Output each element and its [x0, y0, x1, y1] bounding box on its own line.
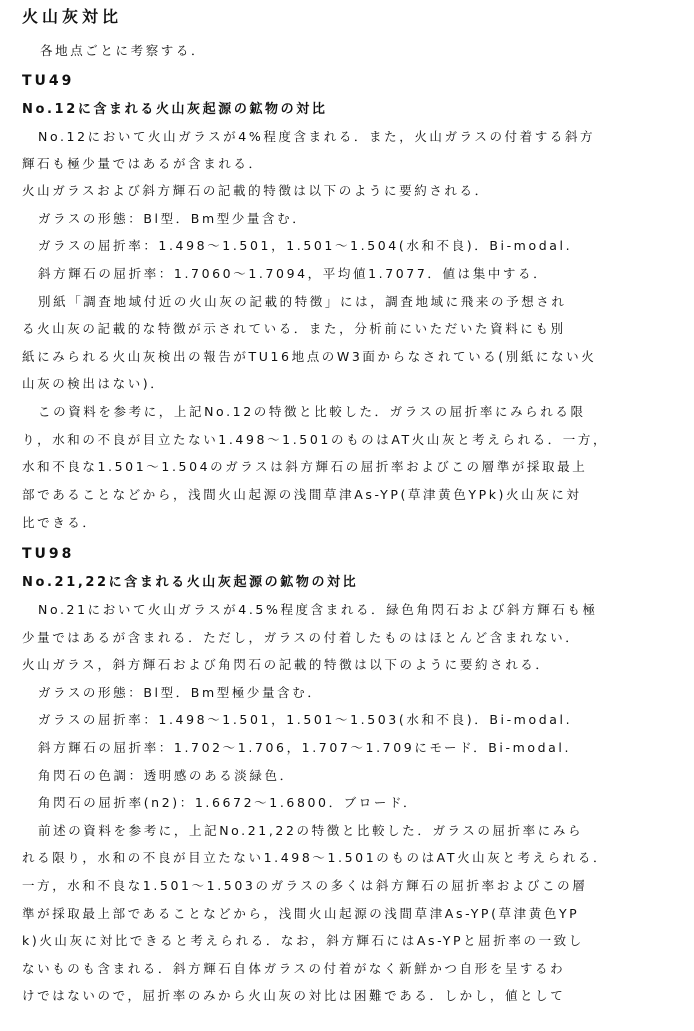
paragraph-line: けではないので，屈折率のみから火山灰の対比は困難である．しかし，値として [22, 988, 566, 1003]
list-item: 角閃石の屈折率(n2)：1.6672～1.6800．ブロード． [38, 795, 419, 810]
paragraph-line: 少量ではあるが含まれる．ただし，ガラスの付着したものはほとんど含まれない． [22, 630, 581, 645]
paragraph-line: 輝石も極少量ではあるが含まれる． [22, 156, 264, 171]
paragraph-line: No.12において火山ガラスが4%程度含まれる．また，火山ガラスの付着する斜方 [38, 129, 596, 144]
paragraph-line: 前述の資料を参考に，上記No.21,22の特徴と比較した．ガラスの屈折率にみら [38, 823, 584, 838]
list-item: ガラスの屈折率：1.498～1.501，1.501～1.504(水和不良)．Bi-modal. [38, 238, 573, 253]
paragraph-line: 一方，水和不良な1.501～1.503のガラスの多くは斜方輝石の屈折率およびこの層 [22, 878, 588, 893]
paragraph-line: 水和不良な1.501～1.504のガラスは斜方輝石の屈折率およびこの層準が採取最上 [22, 459, 588, 474]
paragraph-line: り，水和の不良が目立たない1.498～1.501のものはAT火山灰と考えられる．一方， [22, 432, 609, 447]
paragraph-line: 火山ガラスおよび斜方輝石の記載的特徴は以下のように要約される． [22, 183, 490, 198]
paragraph-line: る火山灰の記載的な特徴が示されている．また，分析前にいただいた資料にも別 [22, 321, 566, 336]
paragraph-line: ないものも含まれる．斜方輝石自体ガラスの付着がなく新鮮かつ自形を呈するわ [22, 961, 566, 976]
paragraph-line: 別紙「調査地域付近の火山灰の記載的特徴」には，調査地域に飛来の予想され [38, 294, 567, 309]
section-heading-tu49: TU49 [22, 73, 75, 89]
intro-text: 各地点ごとに考察する． [40, 43, 207, 58]
list-item: ガラスの屈折率：1.498～1.501，1.501～1.503(水和不良)．Bi-modal. [38, 712, 573, 727]
list-item: 角閃石の色調：透明感のある淡緑色． [38, 768, 295, 783]
paragraph-line: この資料を参考に，上記No.12の特徴と比較した．ガラスの屈折率にみられる限 [38, 404, 586, 419]
section-subheading-tu98: No.21,22に含まれる火山灰起源の鉱物の対比 [22, 575, 359, 590]
list-item: ガラスの形態：Bl型．Bm型少量含む． [38, 211, 308, 226]
paragraph-line: 比できる． [22, 515, 98, 530]
document-title: 火山灰対比 [22, 7, 123, 26]
list-item: ガラスの形態：Bl型．Bm型極少量含む． [38, 685, 323, 700]
list-item: 斜方輝石の屈折率：1.702～1.706，1.707～1.709にモード．Bi-modal. [38, 740, 572, 755]
list-item: 斜方輝石の屈折率：1.7060～1.7094，平均値1.7077．値は集中する． [38, 266, 549, 281]
paragraph-line: k)火山灰に対比できると考えられる．なお，斜方輝石にはAs-YPと屈折率の一致し [22, 933, 584, 948]
paragraph-line: 火山ガラス，斜方輝石および角閃石の記載的特徴は以下のように要約される． [22, 657, 551, 672]
paragraph-line: 紙にみられる火山灰検出の報告がTU16地点のW3面からなされている(別紙にない火 [22, 349, 597, 364]
paragraph-line: れる限り，水和の不良が目立たない1.498～1.501のものはAT火山灰と考えられる． [22, 850, 609, 865]
paragraph-line: No.21において火山ガラスが4.5%程度含まれる．緑色角閃石および斜方輝石も極 [38, 602, 598, 617]
section-heading-tu98: TU98 [22, 546, 75, 562]
section-subheading-tu49: No.12に含まれる火山灰起源の鉱物の対比 [22, 102, 328, 117]
paragraph-line: 準が採取最上部であることなどから，浅間火山起源の浅間草津As-YP(草津黄色YP [22, 906, 580, 921]
paragraph-line: 部であることなどから，浅間火山起源の浅間草津As-YP(草津黄色YPk)火山灰に対 [22, 487, 582, 502]
paragraph-line: 山灰の検出はない)． [22, 376, 166, 391]
